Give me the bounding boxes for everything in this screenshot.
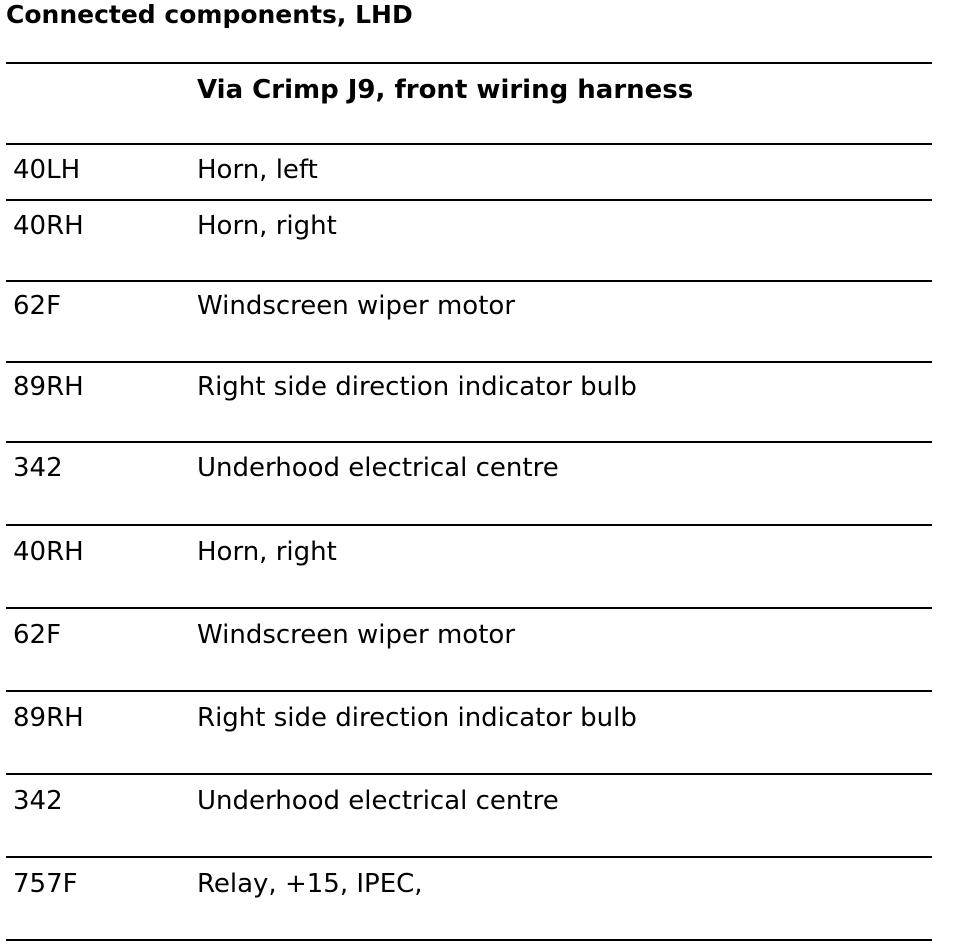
component-description: Underhood electrical centre — [197, 786, 559, 816]
table-rule — [6, 361, 932, 363]
table-rule — [6, 690, 932, 692]
component-description: Right side direction indicator bulb — [197, 372, 637, 402]
component-description: Windscreen wiper motor — [197, 620, 516, 650]
table-bottom-rule — [6, 939, 932, 941]
component-code: 342 — [13, 453, 63, 483]
table-rule — [6, 773, 932, 775]
header-description-cell: Via Crimp J9, front wiring harness — [197, 75, 694, 105]
component-code: 757F — [13, 869, 78, 899]
component-code: 62F — [13, 620, 62, 650]
component-description: Horn, right — [197, 211, 337, 241]
component-code: 89RH — [13, 372, 84, 402]
component-description: Right side direction indicator bulb — [197, 703, 637, 733]
component-description: Underhood electrical centre — [197, 453, 559, 483]
page-title: Connected components, LHD — [6, 0, 413, 29]
table-rule — [6, 524, 932, 526]
component-code: 89RH — [13, 703, 84, 733]
component-description: Horn, right — [197, 537, 337, 567]
component-description: Horn, left — [197, 155, 318, 185]
component-description: Relay, +15, IPEC, — [197, 869, 423, 899]
component-code: 40RH — [13, 211, 84, 241]
table-rule — [6, 856, 932, 858]
table-rule — [6, 607, 932, 609]
table-rule — [6, 143, 932, 145]
component-code: 342 — [13, 786, 63, 816]
table-top-rule — [6, 62, 932, 64]
component-code: 62F — [13, 291, 62, 321]
table-rule — [6, 280, 932, 282]
component-code: 40RH — [13, 537, 84, 567]
component-description: Windscreen wiper motor — [197, 291, 516, 321]
table-rule — [6, 441, 932, 443]
table-rule — [6, 199, 932, 201]
component-code: 40LH — [13, 155, 81, 185]
